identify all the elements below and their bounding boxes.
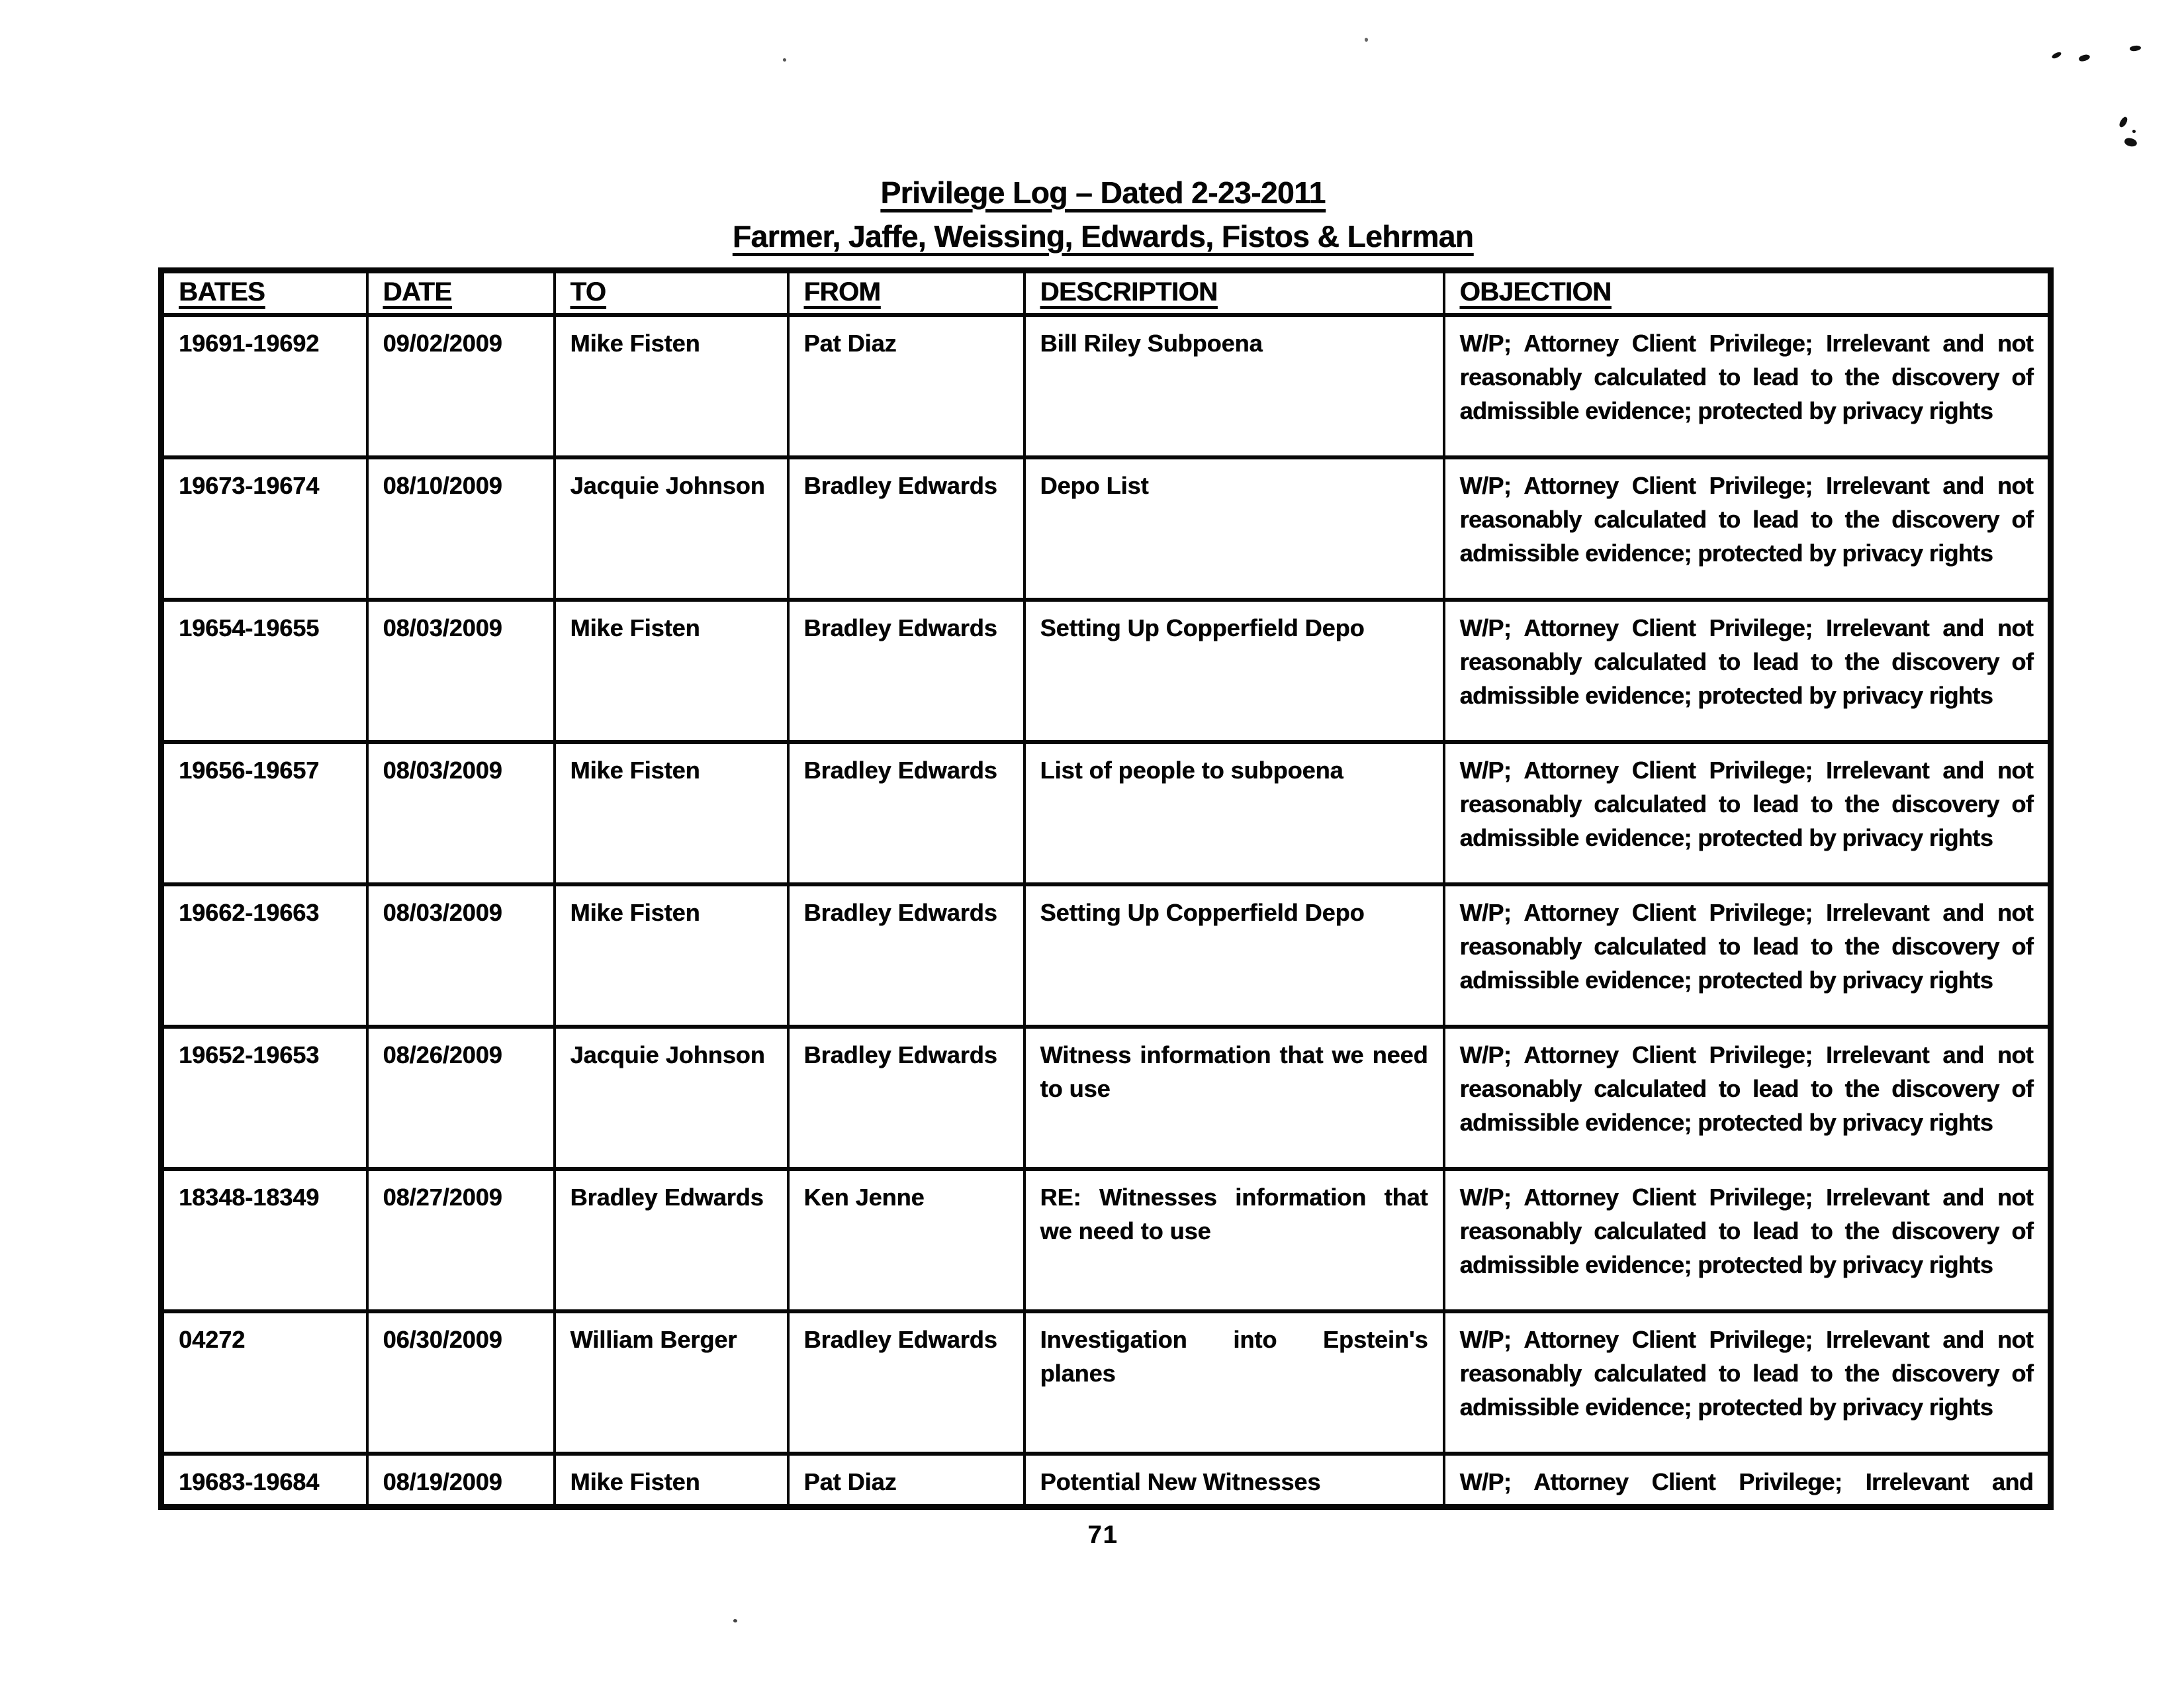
table-row: [161, 315, 2051, 457]
scan-speck: [2078, 54, 2091, 63]
cell-date: 08/03/2009: [367, 884, 555, 1027]
cell-objection: W/P; Attorney Client Privilege; Irrelevant and not reasonably calculated to lead to the discovery of admissible evidence; protected by privacy rights: [1444, 742, 2051, 884]
cell-to: Mike Fisten: [555, 1454, 788, 1507]
cell-description: Bill Riley Subpoena: [1024, 315, 1444, 457]
cell-date: 08/19/2009: [367, 1454, 555, 1507]
cell-from: Ken Jenne: [788, 1169, 1024, 1311]
cell-bates: 04272: [161, 1311, 367, 1454]
cell-objection: W/P; Attorney Client Privilege; Irrelevant and not reasonably calculated to lead to the discovery of admissible evidence; protected by privacy rights: [1444, 1169, 2051, 1311]
cell-date: 08/03/2009: [367, 742, 555, 884]
cell-to: Mike Fisten: [555, 315, 788, 457]
cell-description: Depo List: [1024, 457, 1444, 600]
table-row: [161, 457, 2051, 600]
table-row: [161, 742, 2051, 884]
cell-bates: 19656-19657: [161, 742, 367, 884]
cell-to: Jacquie Johnson: [555, 457, 788, 600]
table-row: [161, 600, 2051, 742]
cell-from: Pat Diaz: [788, 315, 1024, 457]
page-subtitle: Farmer, Jaffe, Weissing, Edwards, Fistos & Lehrman: [732, 219, 1474, 254]
cell-bates: 19691-19692: [161, 315, 367, 457]
table-row: [161, 1027, 2051, 1169]
cell-from: Bradley Edwards: [788, 1311, 1024, 1454]
column-header-from: FROM: [788, 271, 1024, 316]
table-row: [161, 884, 2051, 1027]
cell-objection: W/P; Attorney Client Privilege; Irrelevant and: [1444, 1454, 2051, 1507]
cell-bates: 19662-19663: [161, 884, 367, 1027]
cell-to: Mike Fisten: [555, 742, 788, 884]
cell-from: Bradley Edwards: [788, 884, 1024, 1027]
page-title: Privilege Log – Dated 2-23-2011: [880, 175, 1326, 210]
column-header-bates: BATES: [161, 271, 367, 316]
cell-date: 08/03/2009: [367, 600, 555, 742]
cell-bates: 19683-19684: [161, 1454, 367, 1507]
cell-from: Bradley Edwards: [788, 742, 1024, 884]
cell-date: 08/10/2009: [367, 457, 555, 600]
cell-objection: W/P; Attorney Client Privilege; Irrelevant and not reasonably calculated to lead to the discovery of admissible evidence; protected by privacy rights: [1444, 884, 2051, 1027]
cell-objection: W/P; Attorney Client Privilege; Irrelevant and not reasonably calculated to lead to the discovery of admissible evidence; protected by privacy rights: [1444, 600, 2051, 742]
table-row: [161, 1311, 2051, 1454]
scan-speck: [783, 58, 786, 62]
cell-from: Bradley Edwards: [788, 1027, 1024, 1169]
header-row: [161, 271, 2051, 316]
table-row: [161, 1169, 2051, 1311]
cell-from: Pat Diaz: [788, 1454, 1024, 1507]
cell-description: List of people to subpoena: [1024, 742, 1444, 884]
cell-description: Witness information that we need to use: [1024, 1027, 1444, 1169]
table-row: [161, 1454, 2051, 1507]
scan-speck: [2130, 45, 2142, 52]
cell-description: Investigation into Epstein's planes: [1024, 1311, 1444, 1454]
cell-to: Jacquie Johnson: [555, 1027, 788, 1169]
cell-bates: 19652-19653: [161, 1027, 367, 1169]
cell-date: 08/26/2009: [367, 1027, 555, 1169]
cell-description: Setting Up Copperfield Depo: [1024, 600, 1444, 742]
cell-bates: 19654-19655: [161, 600, 367, 742]
column-header-date: DATE: [367, 271, 555, 316]
column-header-objection: OBJECTION: [1444, 271, 2051, 316]
cell-objection: W/P; Attorney Client Privilege; Irrelevant and not reasonably calculated to lead to the discovery of admissible evidence; protected by privacy rights: [1444, 1027, 2051, 1169]
cell-to: Mike Fisten: [555, 884, 788, 1027]
cell-from: Bradley Edwards: [788, 600, 1024, 742]
cell-bates: 19673-19674: [161, 457, 367, 600]
cell-date: 06/30/2009: [367, 1311, 555, 1454]
cell-bates: 18348-18349: [161, 1169, 367, 1311]
cell-date: 09/02/2009: [367, 315, 555, 457]
scan-speck: [2118, 116, 2129, 128]
cell-objection: W/P; Attorney Client Privilege; Irrelevant and not reasonably calculated to lead to the discovery of admissible evidence; protected by privacy rights: [1444, 315, 2051, 457]
scan-speck: [2132, 130, 2136, 133]
document-header: [158, 171, 2048, 258]
cell-description: Setting Up Copperfield Depo: [1024, 884, 1444, 1027]
column-header-description: DESCRIPTION: [1024, 271, 1444, 316]
scan-speck: [2051, 51, 2062, 60]
scan-speck: [733, 1619, 737, 1622]
cell-to: Mike Fisten: [555, 600, 788, 742]
scan-speck: [1365, 38, 1368, 42]
cell-to: Bradley Edwards: [555, 1169, 788, 1311]
cell-from: Bradley Edwards: [788, 457, 1024, 600]
cell-objection: W/P; Attorney Client Privilege; Irrelevant and not reasonably calculated to lead to the discovery of admissible evidence; protected by privacy rights: [1444, 457, 2051, 600]
page-number: 71: [1087, 1521, 1118, 1549]
cell-date: 08/27/2009: [367, 1169, 555, 1311]
privilege-log-table: [158, 267, 2054, 1510]
cell-description: RE: Witnesses information that we need to use: [1024, 1169, 1444, 1311]
scan-speck: [2124, 137, 2138, 148]
cell-objection: W/P; Attorney Client Privilege; Irrelevant and not reasonably calculated to lead to the discovery of admissible evidence; protected by privacy rights: [1444, 1311, 2051, 1454]
cell-description: Potential New Witnesses: [1024, 1454, 1444, 1507]
cell-to: William Berger: [555, 1311, 788, 1454]
column-header-to: TO: [555, 271, 788, 316]
